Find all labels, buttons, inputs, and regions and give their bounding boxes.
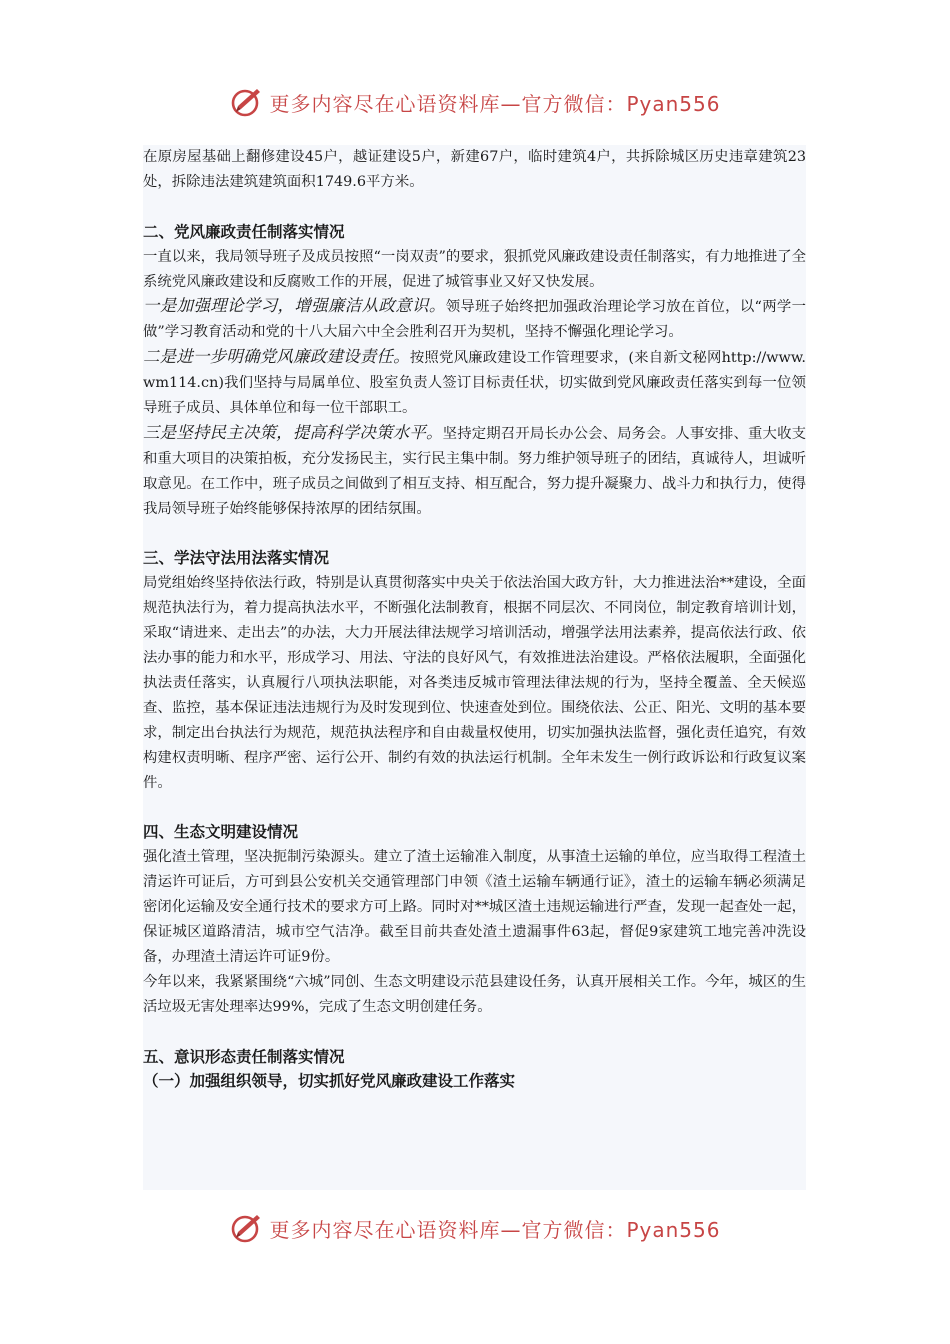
section-2-heading: 二、党风廉政责任制落实情况 — [143, 222, 345, 241]
pen-circle-icon — [229, 84, 265, 120]
section-2-point-2-text: 按照党风廉政建设工作管理要求，(来自新文秘网http://www.wm114.cn)我们坚持与局属单位、股室负责人签订目标责任状，切实做到党风廉政责任落实到每一位领导班子成员、具体单位和每一位干部职工。 — [143, 350, 806, 417]
pen-circle-icon — [229, 1210, 265, 1246]
intro-paragraph: 在原房屋基础上翻修建设45户，越证建设5户，新建67户，临时建筑4户，共拆除城区历史违章建筑23处，拆除违法建筑建筑面积1749.6平方米。 — [143, 149, 806, 190]
section-5-subheading-1: （一）加强组织领导，切实抓好党风廉政建设工作落实 — [143, 1072, 516, 1091]
section-5-heading: 五、意识形态责任制落实情况 — [143, 1047, 345, 1066]
section-2-paragraph-4 — [143, 421, 806, 522]
section-4-heading: 四、生态文明建设情况 — [143, 823, 299, 842]
watermark-text: 更多内容尽在心语资料库—官方微信：Pyan556 — [269, 1217, 721, 1242]
header-watermark-banner — [0, 82, 950, 122]
section-2-paragraph-2 — [143, 294, 806, 345]
footer-watermark-banner — [0, 1208, 950, 1248]
watermark-text: 更多内容尽在心语资料库—官方微信：Pyan556 — [269, 91, 721, 116]
section-2-point-1-lead: 一是加强理论学习，增强廉洁从政意识。 — [143, 296, 446, 316]
section-2-point-3-text: 坚持定期召开局长办公会、局务会。人事安排、重大收支和重大项目的决策拍板，充分发扬民主，实行民主集中制。努力维护领导班子的团结，真诚待人，坦诚听取意见。在工作中，班子成员之间做到了相互支持、相互配合，努力提升凝聚力、战斗力和执行力，使得我局领导班子始终能够保持浓厚的团结氛围。 — [143, 425, 806, 517]
section-4-paragraph-1: 强化渣土管理，坚决扼制污染源头。建立了渣土运输准入制度，从事渣土运输的单位，应当取得工程渣土清运许可证后，方可到县公安机关交通管理部门申领《渣土运输车辆通行证》，渣土的运输车辆必须满足密闭化运输及安全通行技术的要求方可上路。同时对**城区渣土违规运输进行严查，发现一起查处一起，保证城区道路清洁，城市空气洁净。截至目前共查处渣土遗漏事件63起，督促9家建筑工地完善冲洗设备，办理渣土清运许可证9份。 — [143, 849, 806, 965]
section-4-paragraph-2: 今年以来，我紧紧围绕“六城”同创、生态文明建设示范县建设任务，认真开展相关工作。今年，城区的生活垃圾无害处理率达99%，完成了生态文明创建任务。 — [143, 973, 806, 1015]
document-body — [143, 145, 806, 1190]
section-2-paragraph-1: 一直以来，我局领导班子及成员按照“一岗双责”的要求，狠抓党风廉政建设责任制落实，有力地推进了全系统党风廉政建设和反腐败工作的开展，促进了城管事业又好又快发展。 — [143, 248, 806, 290]
section-2-point-1-text: 领导班子始终把加强政治理论学习放在首位，以“两学一做”学习教育活动和党的十八大届六中全会胜利召开为契机，坚持不懈强化理论学习。 — [143, 299, 806, 341]
section-2-point-3-lead: 三是坚持民主决策，提高科学决策水平。 — [143, 422, 443, 442]
section-2-point-2-lead: 二是进一步明确党风廉政建设责任。 — [143, 347, 410, 367]
section-2-paragraph-3 — [143, 345, 806, 421]
section-3-paragraph-1: 局党组始终坚持依法行政，特别是认真贯彻落实中央关于依法治国大政方针，大力推进法治**建设，全面规范执法行为，着力提高执法水平，不断强化法制教育，根据不同层次、不同岗位，制定教育培训计划，采取“请进来、走出去”的办法，大力开展法律法规学习培训活动，增强学法用法素养，提高依法行政、依法办事的能力和水平，形成学习、用法、守法的良好风气，有效推进法治建设。严格依法履职，全面强化执法责任落实，认真履行八项执法职能，对各类违反城市管理法律法规的行为，坚持全覆盖、全天候巡查、监控，基本保证违法违规行为及时发现到位、快速查处到位。围绕依法、公正、阳光、文明的基本要求，制定出台执法行为规范，规范执法程序和自由裁量权使用，切实加强执法监督，强化责任追究，有效构建权责明晰、程序严密、运行公开、制约有效的执法运行机制。全年未发生一例行政诉讼和行政复议案件。 — [143, 575, 806, 791]
section-3-heading: 三、学法守法用法落实情况 — [143, 549, 330, 568]
